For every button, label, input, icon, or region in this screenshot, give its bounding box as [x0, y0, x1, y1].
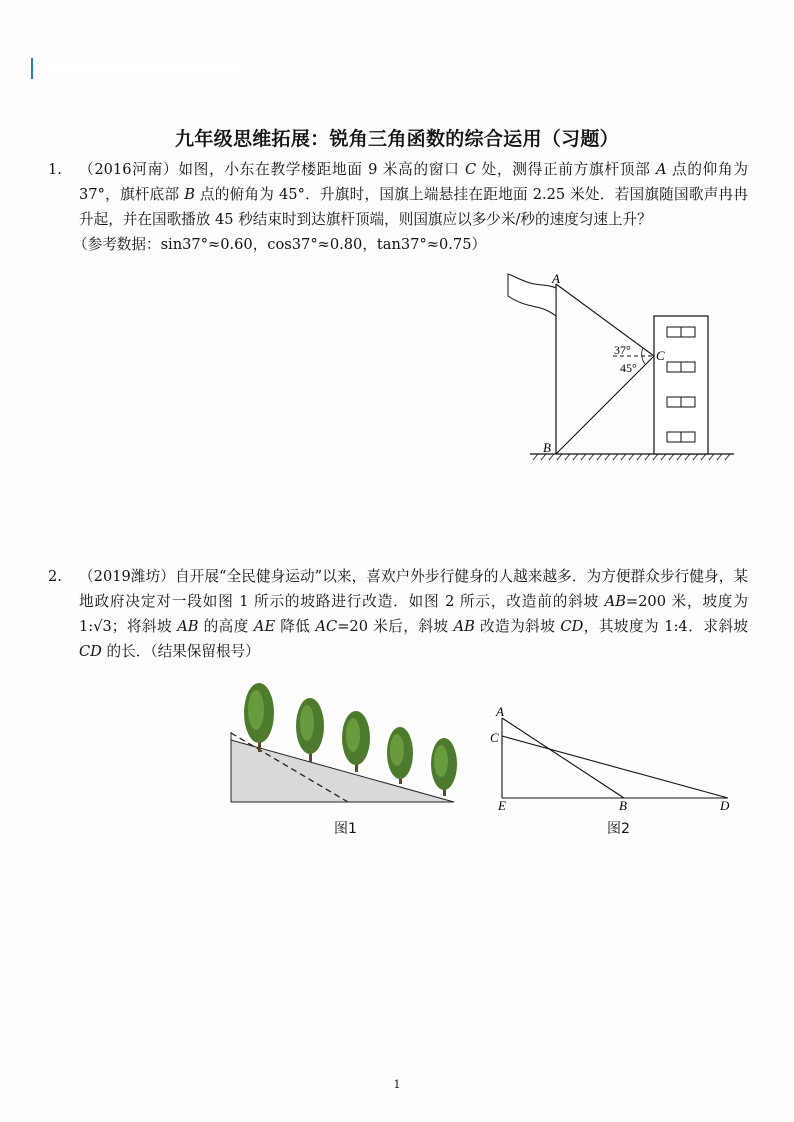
- segment-label: CD: [560, 618, 584, 635]
- segment-label: AE: [253, 618, 276, 635]
- flagpole-figure: [500, 262, 740, 467]
- slope-figure-1: [228, 680, 460, 806]
- tree-icon: [431, 738, 457, 796]
- text-part: 降低: [275, 618, 316, 635]
- text-part: 如图，小东在教学楼距地面 9 米高的窗口: [178, 161, 466, 178]
- segment-cd: [502, 736, 728, 798]
- label-b: B: [619, 798, 627, 812]
- text-part: 点的仰角为 37°，旗杆底部: [79, 161, 748, 203]
- label-b: B: [543, 440, 551, 455]
- question-2: [48, 564, 748, 664]
- point-label: C: [465, 161, 477, 178]
- question-1: [48, 157, 748, 257]
- text-part: 的长．（结果保留根号）: [101, 643, 260, 660]
- segment-label: AB: [177, 618, 199, 635]
- slope-polygon: [231, 740, 454, 802]
- figure-1-caption: 图1: [334, 821, 357, 837]
- header-accent-bar: [31, 58, 33, 79]
- slope-figure-2: [490, 700, 740, 812]
- ground-hatch: [533, 454, 730, 460]
- label-a: A: [496, 704, 504, 719]
- text-part: ，其坡度为 1:4．求斜坡: [583, 618, 748, 635]
- question-source: （2019潍坊）: [79, 568, 175, 585]
- tree-icon: [387, 727, 413, 784]
- reference-data: （参考数据：sin37°≈0.60，cos37°≈0.80，tan37°≈0.75）: [73, 236, 487, 253]
- question-text: [73, 157, 748, 257]
- page-title: 九年级思维拓展：锐角三角函数的综合运用（习题）: [175, 128, 619, 150]
- question-source: （2016河南）: [79, 161, 179, 178]
- question-text: [79, 564, 748, 664]
- question-number: 1.: [48, 161, 62, 178]
- angle-37-label: 37°: [614, 343, 631, 357]
- text-part: 的高度: [198, 618, 254, 635]
- label-c: C: [490, 730, 499, 745]
- label-e: E: [498, 798, 506, 812]
- tree-icon: [342, 711, 370, 772]
- text-part: =20 米后，斜坡: [337, 618, 454, 635]
- text-part: 改造为斜坡: [474, 618, 561, 635]
- point-label: A: [656, 161, 667, 178]
- point-label: B: [184, 186, 195, 203]
- segment-label: AC: [315, 618, 338, 635]
- flag-icon: [508, 274, 556, 316]
- sight-line-bc: [556, 356, 654, 454]
- segment-label: AB: [604, 593, 626, 610]
- sight-line-ac: [556, 284, 654, 356]
- figure-2-caption: 图2: [607, 821, 630, 837]
- text-part: 处，测得正前方旗杆顶部: [476, 161, 656, 178]
- text-part: 点的俯角为 45°．升旗时，国旗上端悬挂在距地面 2.25 米处．若国旗随国歌声冉冉升起，并在国歌播放 45 秒结束时到达旗杆顶端，则国旗应以多少米/秒的速度匀速上升？: [79, 186, 748, 228]
- page-number: 1: [393, 1078, 401, 1091]
- tree-icon: [244, 683, 274, 752]
- sqrt-symbol: √3: [93, 618, 112, 635]
- label-c: C: [656, 348, 665, 363]
- header-blank-bar: [46, 62, 240, 77]
- label-a: A: [552, 271, 560, 286]
- segment-label: AB: [453, 618, 475, 635]
- tree-icon: [296, 698, 324, 762]
- text-part: ；将斜坡: [111, 618, 178, 635]
- text-part: 自开展“全民健身运动”以来，喜欢户外步行健身的人越来越多．为方便群众步行健身，某地政府决定对一段如图 1 所示的坡路进行改造．如图 2 所示，改造前的斜坡: [79, 568, 748, 610]
- question-number: 2.: [48, 568, 62, 585]
- label-d: D: [720, 798, 730, 812]
- segment-label: CD: [79, 643, 102, 660]
- angle-45-label: 45°: [620, 361, 637, 375]
- text-part: =200 米，坡度为 1:: [79, 593, 748, 635]
- segment-ab: [502, 718, 624, 798]
